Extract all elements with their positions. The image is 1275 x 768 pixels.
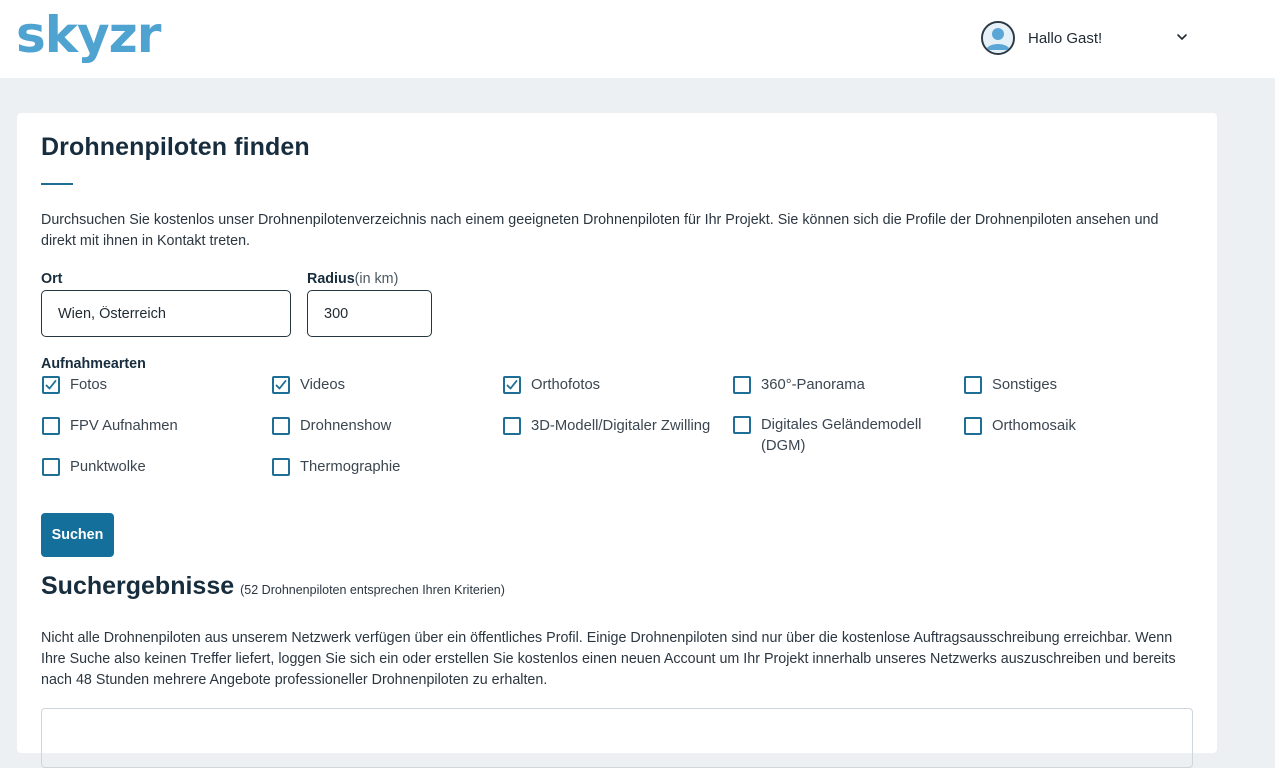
type-checkbox-orthomosaik[interactable] <box>964 416 1076 437</box>
results-title <box>41 572 505 601</box>
checkbox-label: Digitales Geländemodell (DGM) <box>761 417 922 454</box>
chevron-down-icon[interactable] <box>1175 30 1189 44</box>
checkbox-box[interactable] <box>42 376 60 394</box>
checkbox-box[interactable] <box>503 376 521 394</box>
checkbox-box[interactable] <box>42 458 60 476</box>
checkbox-label: Videos <box>300 377 345 393</box>
type-checkbox-360-panorama[interactable] <box>733 375 865 396</box>
checkbox-box[interactable] <box>272 458 290 476</box>
title-underline <box>41 183 73 185</box>
checkbox-box[interactable] <box>733 416 751 434</box>
checkbox-box[interactable] <box>42 417 60 435</box>
types-label: Aufnahmearten <box>41 356 146 372</box>
page-title: Drohnenpiloten finden <box>41 133 310 161</box>
checkbox-label: 360°-Panorama <box>761 377 865 393</box>
checkbox-box[interactable] <box>964 376 982 394</box>
checkbox-label: FPV Aufnahmen <box>70 418 178 434</box>
checkbox-label: Punktwolke <box>70 459 146 475</box>
location-input[interactable] <box>41 290 291 337</box>
checkbox-label: Orthofotos <box>531 377 601 393</box>
type-checkbox-dgm[interactable] <box>733 415 943 457</box>
type-checkbox-sonstiges[interactable] <box>964 375 1057 396</box>
skyzr-logo[interactable]: skyzr <box>16 6 161 64</box>
type-checkbox-fpv[interactable] <box>42 416 178 437</box>
radius-label <box>307 271 398 287</box>
type-checkbox-3d-modell[interactable] <box>503 416 710 437</box>
search-card <box>17 113 1217 753</box>
intro-text: Durchsuchen Sie kostenlos unser Drohnenpilotenverzeichnis nach einem geeigneten Drohnenpiloten für Ihr Projekt. Sie können sich die Profile der Drohnenpiloten ansehen und direkt mit ihnen in Kontakt treten. <box>41 212 1159 249</box>
results-note: Nicht alle Drohnenpiloten aus unserem Netzwerk verfügen über ein öffentliches Profil. Einige Drohnenpiloten sind nur über die kostenlose Auftragsausschreibung erreichbar. Wenn Ihre Suche also keinen Treffer liefert, loggen Sie sich ein oder erstellen Sie kostenlos einen neuen Account um Ihr Projekt innerhalb unseres Netzwerks auszuschreiben und bereits nach 48 Stunden mehrere Angebote professioneller Drohnenpiloten zu erhalten. <box>41 630 1176 688</box>
radius-unit: (in km) <box>354 271 399 287</box>
radius-label-text: Radius <box>307 271 355 287</box>
checkbox-box[interactable] <box>964 417 982 435</box>
location-label-text: Ort <box>41 271 63 287</box>
location-label <box>41 271 62 287</box>
checkbox-box[interactable] <box>272 376 290 394</box>
checkbox-box[interactable] <box>503 417 521 435</box>
results-list <box>41 708 1193 768</box>
checkbox-label: 3D-Modell/Digitaler Zwilling <box>531 418 711 434</box>
type-checkbox-punktwolke[interactable] <box>42 457 146 478</box>
type-checkbox-drohnenshow[interactable] <box>272 416 391 437</box>
results-count: (52 Drohnenpiloten entsprechen Ihren Kriterien) <box>240 583 505 597</box>
type-checkbox-thermographie[interactable] <box>272 457 400 478</box>
checkbox-label: Fotos <box>70 377 108 393</box>
type-checkbox-orthofotos[interactable] <box>503 375 600 396</box>
checkbox-label: Thermographie <box>300 459 401 475</box>
user-menu[interactable] <box>981 19 1201 57</box>
checkbox-box[interactable] <box>733 376 751 394</box>
results-title-text: Suchergebnisse <box>41 572 235 600</box>
user-greeting: Hallo Gast! <box>1028 29 1103 47</box>
checkbox-label: Drohnenshow <box>300 418 392 434</box>
radius-input[interactable] <box>307 290 432 337</box>
type-checkbox-videos[interactable] <box>272 375 345 396</box>
checkbox-label: Orthomosaik <box>992 418 1076 434</box>
checkbox-label: Sonstiges <box>992 377 1057 393</box>
user-avatar-icon <box>981 21 1015 55</box>
checkbox-box[interactable] <box>272 417 290 435</box>
top-bar <box>0 0 1275 78</box>
type-checkbox-fotos[interactable] <box>42 375 107 396</box>
search-button[interactable]: Suchen <box>41 513 114 557</box>
